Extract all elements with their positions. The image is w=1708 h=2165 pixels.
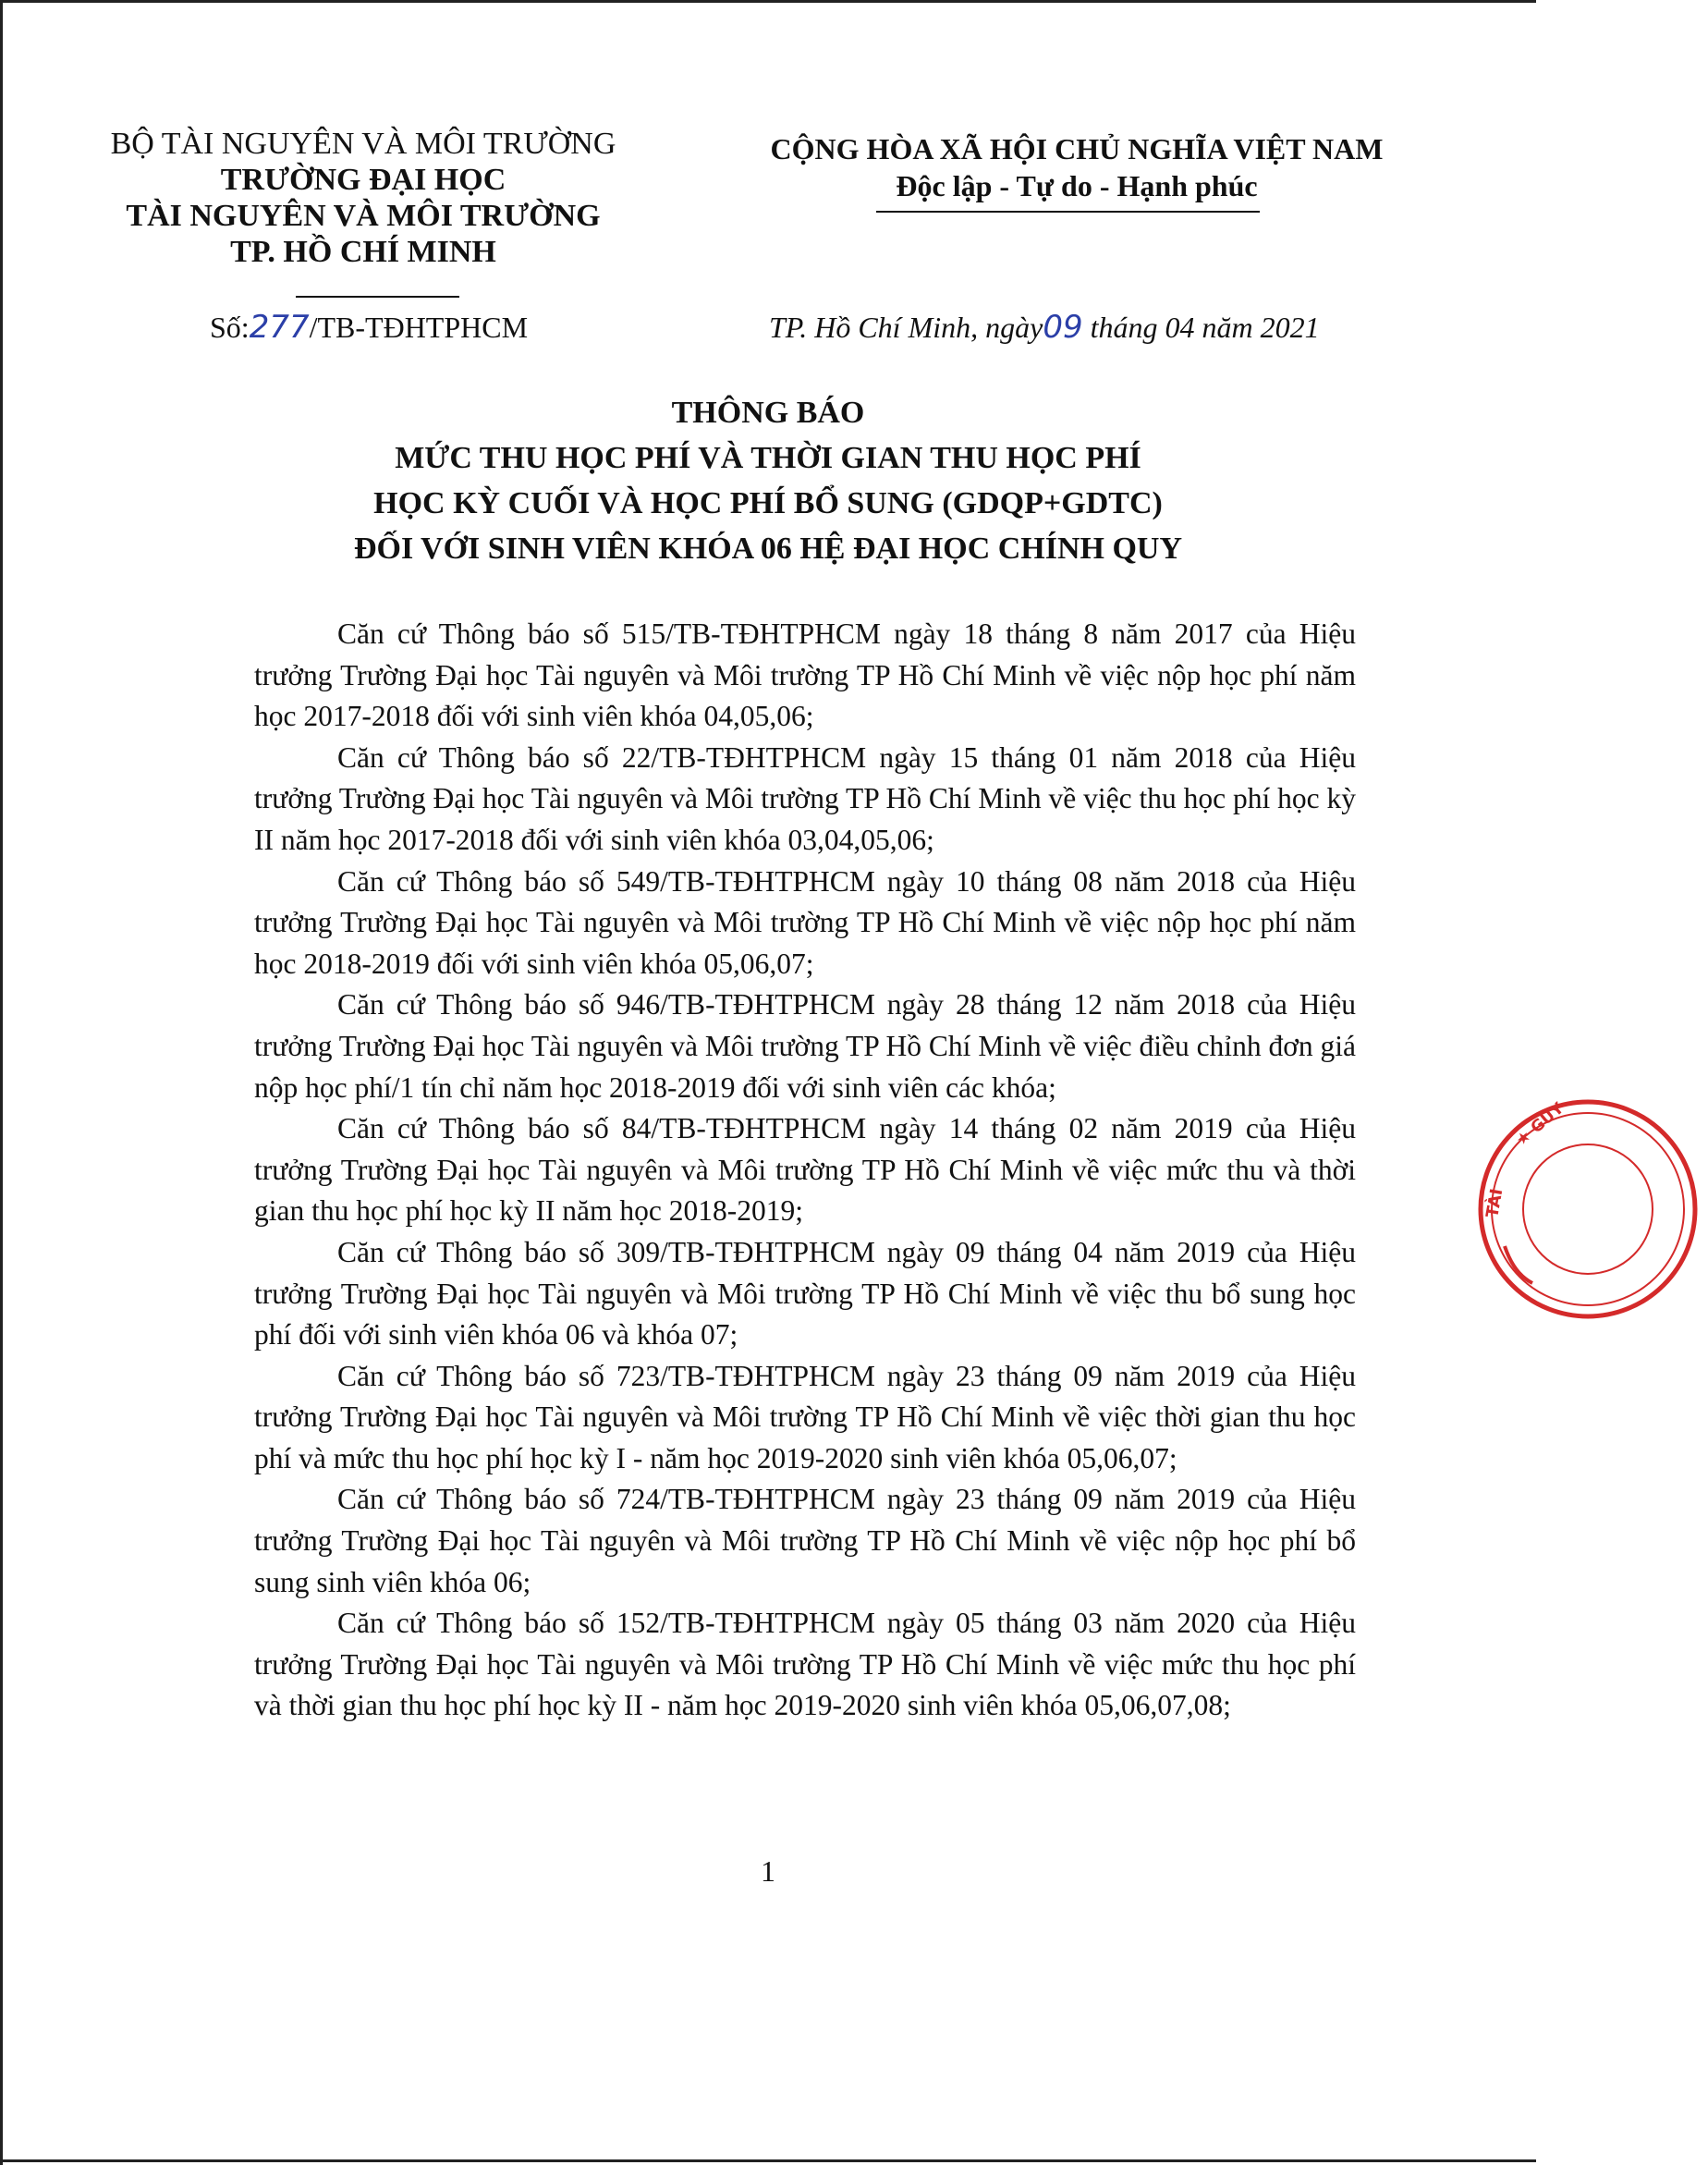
paragraph: Căn cứ Thông báo số 309/TB-TĐHTPHCM ngày 09 tháng 04 năm 2019 của Hiệu trưởng Trường Đại học Tài nguyên và Môi trường TP Hồ Chí Minh về việc thu bổ sung học phí đối với sinh viên khóa 06 và khóa 07; (254, 1235, 1356, 1352)
national-heading (739, 130, 1414, 204)
document-title (185, 390, 1351, 571)
official-seal-stamp (1468, 1089, 1708, 1329)
ministry-name: BỘ TÀI NGUYÊN VÀ MÔI TRƯỜNG (110, 127, 616, 161)
document-number (210, 309, 528, 346)
school-name-line2: TÀI NGUYÊN VÀ MÔI TRƯỜNG (126, 199, 601, 233)
page-number: 1 (761, 1854, 775, 1888)
title-line1: THÔNG BÁO (671, 396, 865, 430)
agency-underline (296, 296, 459, 298)
document-number-suffix: /TB-TĐHTPHCM (309, 311, 529, 344)
document-body (254, 614, 1356, 1727)
motto-underline (876, 211, 1260, 213)
paragraph: Căn cứ Thông báo số 723/TB-TĐHTPHCM ngày 23 tháng 09 năm 2019 của Hiệu trưởng Trường Đại học Tài nguyên và Môi trường TP Hồ Chí Minh về việc thời gian thu học phí và mức thu học phí học kỳ I - năm học 2019-2020 sinh viên khóa 05,06,07; (254, 1359, 1356, 1474)
scan-border-top (0, 0, 1536, 3)
country-name: CỘNG HÒA XÃ HỘI CHỦ NGHĨA VIỆT NAM (770, 132, 1384, 165)
svg-text:TÀI: TÀI (1482, 1187, 1507, 1219)
title-line2: MỨC THU HỌC PHÍ VÀ THỜI GIAN THU HỌC PHÍ (395, 441, 1141, 475)
date-day-handwritten: 09 (1043, 309, 1083, 346)
svg-text:★ GUY: ★ GUY (1512, 1099, 1568, 1150)
document-number-prefix: Số: (210, 311, 250, 344)
date-suffix: tháng 04 năm 2021 (1082, 311, 1320, 344)
title-line3: HỌC KỲ CUỐI VÀ HỌC PHÍ BỔ SUNG (GDQP+GDTC) (373, 486, 1163, 520)
paragraph: Căn cứ Thông báo số 549/TB-TĐHTPHCM ngày 10 tháng 08 năm 2018 của Hiệu trưởng Trường Đại học Tài nguyên và Môi trường TP Hồ Chí Minh về việc nộp học phí năm học 2018-2019 đối với sinh viên khóa 05,06,07; (254, 864, 1356, 980)
document-number-handwritten: 277 (249, 309, 310, 346)
school-name-line1: TRƯỜNG ĐẠI HỌC (220, 163, 506, 197)
scan-border-bottom (0, 2159, 1536, 2162)
date-line (769, 309, 1320, 346)
paragraph: Căn cứ Thông báo số 724/TB-TĐHTPHCM ngày 23 tháng 09 năm 2019 của Hiệu trưởng Trường Đại học Tài nguyên và Môi trường TP Hồ Chí Minh về việc nộp học phí bổ sung sinh viên khóa 06; (254, 1483, 1356, 1598)
title-line4: ĐỐI VỚI SINH VIÊN KHÓA 06 HỆ ĐẠI HỌC CHÍNH QUY (353, 532, 1183, 566)
paragraph: Căn cứ Thông báo số 22/TB-TĐHTPHCM ngày 15 tháng 01 năm 2018 của Hiệu trưởng Trường Đại học Tài nguyên và Môi trường TP Hồ Chí Minh về việc thu học phí học kỳ II năm học 2017-2018 đối với sinh viên khóa 03,04,05,06; (254, 740, 1356, 856)
paragraph: Căn cứ Thông báo số 515/TB-TĐHTPHCM ngày 18 tháng 8 năm 2017 của Hiệu trưởng Trường Đại học Tài nguyên và Môi trường TP Hồ Chí Minh về việc nộp học phí năm học 2017-2018 đối với sinh viên khóa 04,05,06; (254, 618, 1356, 733)
scan-border-left (0, 0, 3, 2165)
school-name-line3: TP. HỒ CHÍ MINH (230, 235, 496, 269)
paragraph: Căn cứ Thông báo số 946/TB-TĐHTPHCM ngày 28 tháng 12 năm 2018 của Hiệu trưởng Trường Đại học Tài nguyên và Môi trường TP Hồ Chí Minh về việc điều chỉnh đơn giá nộp học phí/1 tín chỉ năm học 2018-2019 đối với sinh viên các khóa; (254, 988, 1356, 1104)
issuing-agency (100, 126, 627, 270)
paragraph: Căn cứ Thông báo số 84/TB-TĐHTPHCM ngày 14 tháng 02 năm 2019 của Hiệu trưởng Trường Đại học Tài nguyên và Môi trường TP Hồ Chí Minh về việc mức thu và thời gian thu học phí học kỳ II năm học 2018-2019; (254, 1112, 1356, 1228)
paragraph: Căn cứ Thông báo số 152/TB-TĐHTPHCM ngày 05 tháng 03 năm 2020 của Hiệu trưởng Trường Đại học Tài nguyên và Môi trường TP Hồ Chí Minh về việc mức thu học phí và thời gian thu học phí học kỳ II - năm học 2019-2020 sinh viên khóa 05,06,07,08; (254, 1607, 1356, 1722)
date-prefix: TP. Hồ Chí Minh, ngày (769, 311, 1043, 344)
national-motto: Độc lập - Tự do - Hạnh phúc (896, 169, 1258, 202)
